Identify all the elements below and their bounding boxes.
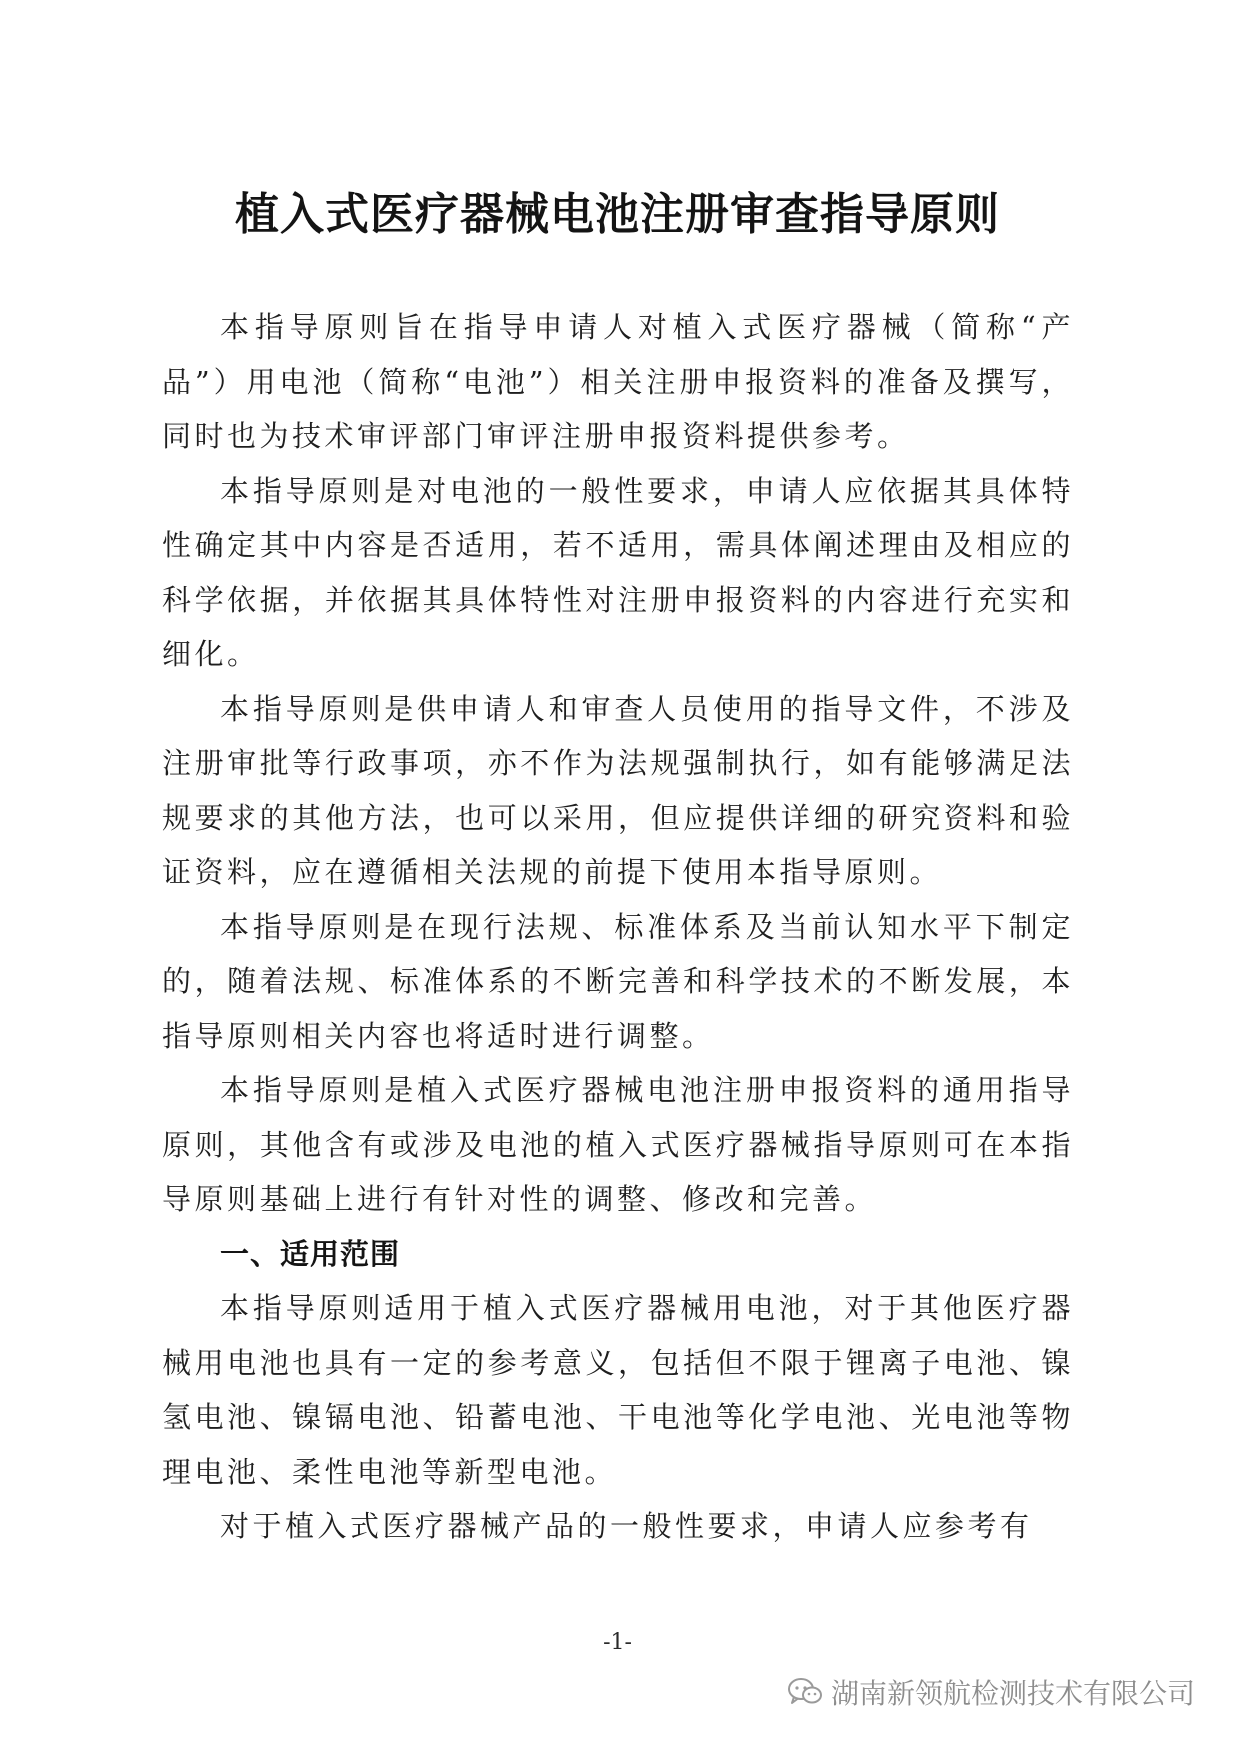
paragraph-usage: 本指导原则是供申请人和审查人员使用的指导文件，不涉及注册审批等行政事项，亦不作为法规强制执行，如有能够满足法规要求的其他方法，也可以采用，但应提供详细的研究资料和验证资料，应在遵循相关法规的前提下使用本指导原则。 — [162, 691, 1074, 889]
paragraph-general-guideline: 本指导原则是植入式医疗器械电池注册申报资料的通用指导原则，其他含有或涉及电池的植入式医疗器械指导原则可在本指导原则基础上进行有针对性的调整、修改和完善。 — [162, 1073, 1074, 1216]
paragraph-purpose: 本指导原则旨在指导申请人对植入式医疗器械（简称“产品”）用电池（简称“电池”）相关注册申报资料的准备及撰写，同时也为技术审评部门审评注册申报资料提供参考。 — [162, 310, 1074, 453]
document-title: 植入式医疗器械电池注册审查指导原则 — [235, 189, 1000, 240]
wechat-icon — [787, 1676, 823, 1708]
document-body — [162, 300, 1074, 1554]
paragraph-scope: 本指导原则适用于植入式医疗器械用电池，对于其他医疗器械用电池也具有一定的参考意义，包括但不限于锂离子电池、镍氢电池、镍镉电池、铅蓄电池、干电池等化学电池、光电池等物理电池、柔性电池等新型电池。 — [162, 1291, 1074, 1489]
section-heading-scope: 一、适用范围 — [220, 1236, 401, 1271]
paragraph-revision: 本指导原则是在现行法规、标准体系及当前认知水平下制定的，随着法规、标准体系的不断完善和科学技术的不断发展，本指导原则相关内容也将适时进行调整。 — [162, 909, 1074, 1053]
watermark — [787, 1672, 1195, 1712]
page-number: -1- — [603, 1630, 632, 1655]
watermark-text: 湖南新领航检测技术有限公司 — [830, 1677, 1195, 1710]
paragraph-scope-continued: 对于植入式医疗器械产品的一般性要求，申请人应参考有 — [220, 1509, 1033, 1543]
paragraph-general-requirements: 本指导原则是对电池的一般性要求，申请人应依据其具体特性确定其中内容是否适用，若不适用，需具体阐述理由及相应的科学依据，并依据其具体特性对注册申报资料的内容进行充实和细化。 — [162, 473, 1074, 671]
